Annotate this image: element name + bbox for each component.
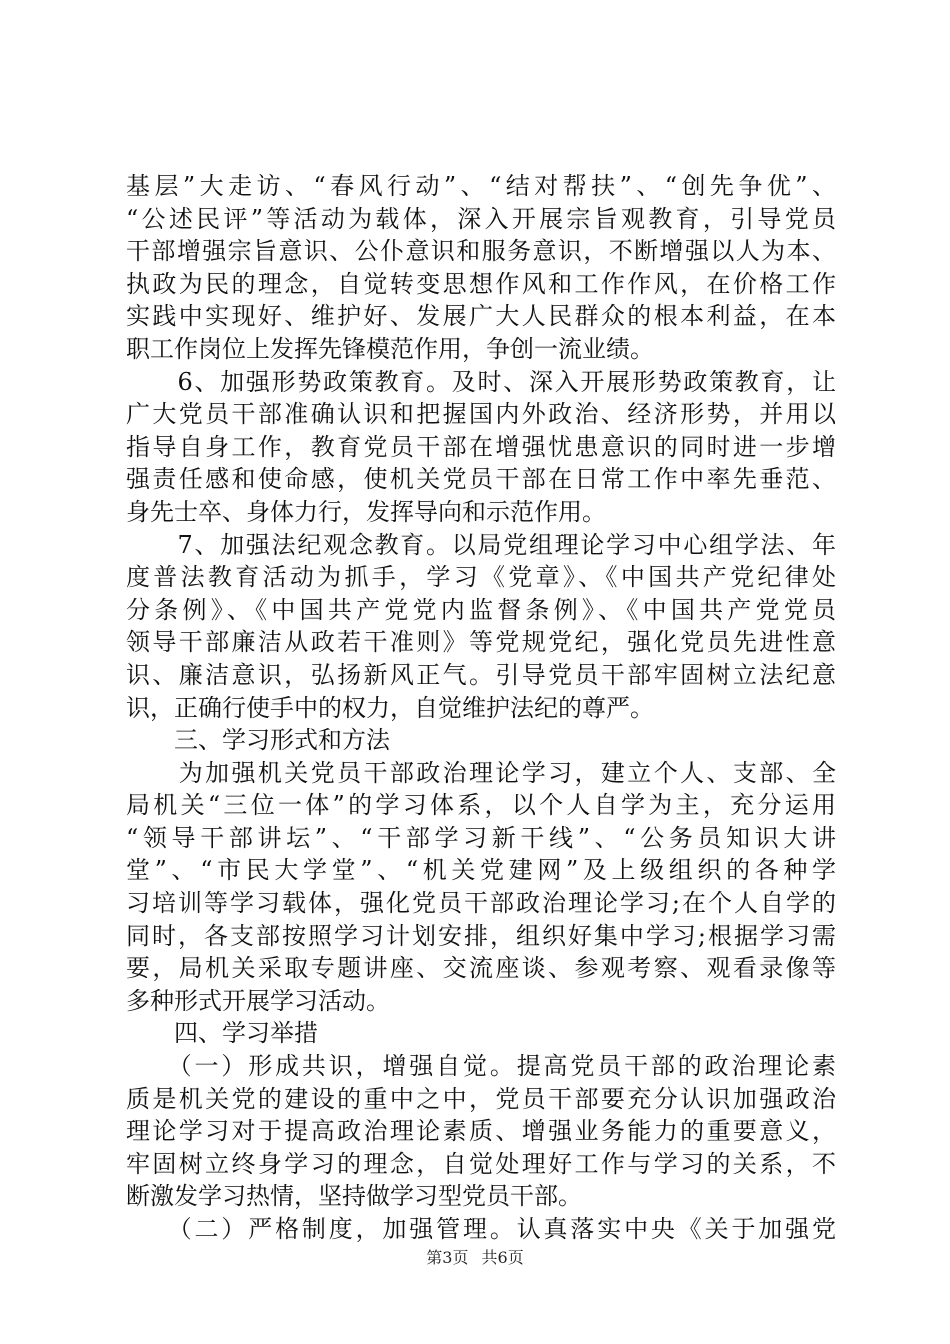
text-line: 识，正确行使手中的权力，自觉维护法纪的尊严。 xyxy=(126,693,654,722)
text-line: 度普法教育活动为抓手，学习《党章》、《中国共产党纪律处 xyxy=(126,563,836,592)
text-line: 同时，各支部按照学习计划安排，组织好集中学习;根据学习需 xyxy=(126,921,836,950)
text-line: 职工作岗位上发挥先锋模范作用，争创一流业绩。 xyxy=(126,334,654,363)
text-line: 断激发学习热情，坚持做学习型党员干部。 xyxy=(126,1182,582,1211)
text-line: 基层”大走访、“春风行动”、“结对帮扶”、“创先争优”、 xyxy=(126,172,836,200)
text-line: 强责任感和使命感，使机关党员干部在日常工作中率先垂范、 xyxy=(126,465,836,494)
text-line: 习培训等学习载体，强化党员干部政治理论学习;在个人自学的 xyxy=(126,889,836,918)
text-line: 局机关“三位一体”的学习体系，以个人自学为主，充分运用 xyxy=(126,791,836,820)
page-footer xyxy=(0,1248,950,1268)
text-line: “领导干部讲坛”、“干部学习新干线”、“公务员知识大讲 xyxy=(126,823,836,852)
text-line: 三、学习形式和方法 xyxy=(126,726,390,755)
text-line: 6、加强形势政策教育。及时、深入开展形势政策教育，让 xyxy=(126,367,836,396)
text-line: （一）形成共识，增强自觉。提高党员干部的政治理论素 xyxy=(126,1052,836,1081)
text-line: 牢固树立终身学习的理念，自觉处理好工作与学习的关系，不 xyxy=(126,1149,836,1178)
text-line: 理论学习对于提高政治理论素质、增强业务能力的重要意义， xyxy=(126,1117,836,1146)
text-line: 实践中实现好、维护好、发展广大人民群众的根本利益，在本 xyxy=(126,302,836,331)
text-line: “公述民评”等活动为载体，深入开展宗旨观教育，引导党员 xyxy=(126,204,836,233)
text-line: 指导自身工作，教育党员干部在增强忧患意识的同时进一步增 xyxy=(126,432,836,461)
text-line: 7、加强法纪观念教育。以局党组理论学习中心组学法、年 xyxy=(126,530,836,559)
text-line: 干部增强宗旨意识、公仆意识和服务意识，不断增强以人为本、 xyxy=(126,237,836,266)
text-line: 领导干部廉洁从政若干准则》等党规党纪，强化党员先进性意 xyxy=(126,628,836,657)
text-line: 识、廉洁意识，弘扬新风正气。引导党员干部牢固树立法纪意 xyxy=(126,660,836,689)
text-line: 四、学习举措 xyxy=(126,1019,318,1048)
document-body xyxy=(126,170,836,1246)
page-number: 第3页 xyxy=(426,1248,469,1267)
page-total: 共6页 xyxy=(481,1248,524,1267)
text-line: 为加强机关党员干部政治理论学习，建立个人、支部、全 xyxy=(126,758,836,787)
text-line: （二）严格制度，加强管理。认真落实中央《关于加强党 xyxy=(126,1215,836,1243)
text-line: 要，局机关采取专题讲座、交流座谈、参观考察、观看录像等 xyxy=(126,954,836,983)
text-line: 堂”、“市民大学堂”、“机关党建网”及上级组织的各种学 xyxy=(126,856,836,885)
text-line: 广大党员干部准确认识和把握国内外政治、经济形势，并用以 xyxy=(126,400,836,429)
text-line: 执政为民的理念，自觉转变思想作风和工作作风，在价格工作 xyxy=(126,269,836,298)
text-line: 身先士卒、身体力行，发挥导向和示范作用。 xyxy=(126,497,606,526)
text-line: 多种形式开展学习活动。 xyxy=(126,986,390,1015)
text-line: 分条例》、《中国共产党党内监督条例》、《中国共产党党员 xyxy=(126,595,836,624)
text-line: 质是机关党的建设的重中之中，党员干部要充分认识加强政治 xyxy=(126,1084,836,1113)
